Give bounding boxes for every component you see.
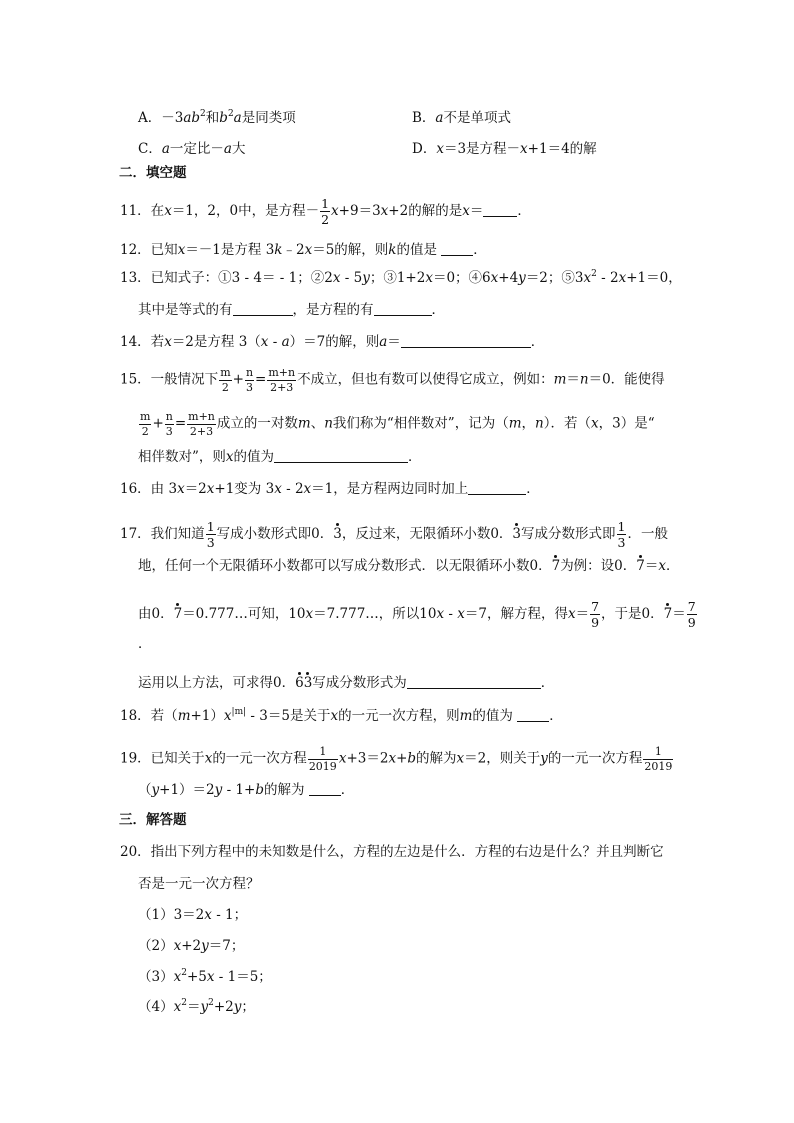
opts-c-end: 一定比－ <box>169 141 224 157</box>
question-14 <box>120 335 544 350</box>
question-11 <box>120 197 531 226</box>
v-x: x <box>567 606 576 623</box>
q20-s4b: ＝ <box>186 999 201 1015</box>
q13-l1g: - 2 <box>596 270 619 286</box>
q17-l1e: ．一般 <box>627 526 668 543</box>
q19-l1c: +3＝2 <box>346 750 389 767</box>
section-heading-answer: 三．解答题 <box>119 812 187 828</box>
math-token <box>617 520 627 549</box>
q13-l1h: +1＝0， <box>626 270 682 286</box>
q15-l1c: ＝ <box>566 371 580 388</box>
fr-n3-n: n <box>245 366 254 379</box>
v-d6: 6 <box>295 675 304 691</box>
fr-third-d: 3 <box>206 535 215 551</box>
math-token <box>590 600 600 629</box>
opts-d-label: D． <box>412 141 437 157</box>
question-15-line-3 <box>138 450 422 465</box>
q19-l1b: 的一元一次方程 <box>212 750 307 767</box>
v-x: x <box>332 270 341 286</box>
q17-l1b: 写成小数形式即0． <box>216 526 334 543</box>
q13-l1d: ＝0；④6 <box>432 270 491 286</box>
question-15-line-2 <box>138 411 655 437</box>
q13-l1f: ＝2；⑤3 <box>525 270 584 286</box>
fr-mn-n: m+n <box>188 410 215 423</box>
opts-c-big: 大 <box>231 141 246 157</box>
question-20-line-1 <box>120 846 664 860</box>
question-20-line-2 <box>138 878 260 892</box>
v-d3: 3 <box>333 526 342 543</box>
opts-a-mid: 和 <box>205 110 220 126</box>
v-period: ． <box>526 481 540 497</box>
v-period: ． <box>666 558 680 574</box>
q19-l1d: + <box>396 750 408 767</box>
v-x: x <box>658 558 666 574</box>
fr-m2-n: m <box>220 366 231 379</box>
v-x: x <box>274 481 282 497</box>
v-y: y <box>214 782 223 798</box>
v-period: ． <box>540 675 555 691</box>
q16-b: ＝2 <box>184 481 207 497</box>
v-ab: ab <box>183 110 201 126</box>
q14-d: ）＝7的解，则 <box>289 334 380 350</box>
fr-n3-d: 3 <box>245 380 253 394</box>
v-period: ． <box>473 242 487 258</box>
opts-c-label: C． <box>138 141 162 157</box>
v-two: 2 <box>591 269 597 279</box>
v-x: x <box>206 969 215 985</box>
q17-l5a: 运用以上方法，可求得0． <box>138 675 296 691</box>
option-d <box>412 137 597 157</box>
question-20-item-4 <box>138 998 255 1015</box>
fr-eq: = <box>174 415 187 432</box>
q13-l2a: 其中是等式的有 <box>138 302 233 318</box>
q13-l1: 13．已知式子：①3 - 4＝ - 1；②2 <box>120 270 333 286</box>
math-token <box>206 520 216 549</box>
v-x: x <box>173 969 182 985</box>
math-token <box>643 746 673 772</box>
question-17-line-4 <box>138 638 152 652</box>
answer-blank <box>274 450 408 463</box>
q17-l3d: - <box>444 606 458 623</box>
answer-blank <box>468 482 526 495</box>
q13-l1b: - 5 <box>340 270 363 286</box>
answer-blank <box>233 303 293 316</box>
fr-mn-d: 2+3 <box>270 380 294 394</box>
v-x: x <box>330 708 339 724</box>
v-k: k <box>274 242 283 258</box>
q17-l3b: ＝0.777…可知，10 <box>182 606 306 623</box>
v-y: y <box>200 999 209 1015</box>
v-y: y <box>362 270 370 286</box>
question-19-line-1 <box>120 746 674 772</box>
question-13-line-2 <box>138 303 445 318</box>
q17-l5b: 写成分数形式为 <box>312 675 407 691</box>
q11-b: ＝1，2，0中，是方程－ <box>171 203 320 220</box>
v-m: m <box>508 415 522 432</box>
q12-b: ＝－1是方程 3 <box>185 242 275 258</box>
q15-l2c: 我们称为“相伴数对”，记为（ <box>332 415 509 432</box>
q15-l2a: 成立的一对数 <box>216 415 298 432</box>
v-b2: b <box>219 110 228 126</box>
question-19-line-2 <box>138 783 354 798</box>
v-x: x <box>303 481 312 497</box>
question-20-item-3 <box>138 968 272 985</box>
q11-a: 11．在 <box>120 203 165 220</box>
q20-s1b: - 1； <box>211 907 248 923</box>
v-two: 2 <box>181 968 187 978</box>
fr-y2019-d: 2019 <box>308 759 337 773</box>
v-period: ． <box>549 708 563 724</box>
q19-l1e: 的解为 <box>416 750 457 767</box>
q19-l2a: （ <box>138 782 152 798</box>
v-b: b <box>407 750 417 767</box>
v-d7: 7 <box>173 606 183 623</box>
v-absm: |m| <box>231 707 247 717</box>
fr-sev9-n: 7 <box>591 599 600 614</box>
question-17-line-3 <box>138 600 698 629</box>
math-token <box>219 367 231 393</box>
fr-third-d: 3 <box>617 535 626 551</box>
q13-l2c: ． <box>431 302 445 318</box>
v-two: 2 <box>181 998 187 1008</box>
q15-l3a: 相伴数对”，则 <box>138 449 226 465</box>
fr-m2-d: 2 <box>141 424 149 438</box>
v-x: x <box>583 270 592 286</box>
v-d3b: 3 <box>303 675 313 691</box>
q18-c: - 3＝5是关于 <box>246 708 331 724</box>
q15-l1b: 不成立，但也有数可以使得它成立，例如： <box>297 371 554 388</box>
q14-e: ＝ <box>387 334 401 350</box>
v-two: 2 <box>208 998 214 1008</box>
q11-d: +2的解的是 <box>388 203 463 220</box>
v-x: x <box>305 606 314 623</box>
v-x: x <box>164 334 172 350</box>
q17-l2a: 地，任何一个无限循环小数都可以写成分数形式．以无限循环小数0． <box>138 558 552 574</box>
fr-eq: = <box>255 371 267 388</box>
v-d7: 7 <box>663 606 673 623</box>
q15-l1a: 15．一般情况下 <box>120 371 219 388</box>
q12-d: ＝5的解，则 <box>312 242 389 258</box>
q17-l1a: 17．我们知道 <box>120 526 205 543</box>
v-x: x <box>462 203 470 220</box>
fr-y2019-d: 2019 <box>644 759 673 773</box>
q15-l3b: 的值为 <box>233 449 275 465</box>
q17-l1d: 写成分数形式即 <box>521 526 616 543</box>
question-17-line-5 <box>138 676 554 691</box>
v-y: y <box>151 782 160 798</box>
v-x: x <box>177 481 185 497</box>
answer-blank <box>407 676 541 689</box>
fr-y2019-n: 1 <box>308 746 338 760</box>
v-x: x <box>388 750 397 767</box>
fr-half-n: 1 <box>321 196 330 211</box>
q20-s4a: （4） <box>138 999 174 1015</box>
q11-e: ＝ <box>469 203 484 220</box>
question-16 <box>120 482 540 497</box>
fr-sev9-n: 7 <box>687 599 696 614</box>
v-x: x <box>204 907 212 923</box>
q12-e: 的值是 <box>396 242 442 258</box>
v-x: x <box>456 750 465 767</box>
q17-l3e: ＝7，解方程，得 <box>464 606 568 623</box>
q15-l2d: ， <box>521 415 536 432</box>
v-a: a <box>435 110 444 126</box>
opts-b-label: B． <box>412 110 436 126</box>
option-a <box>138 106 296 126</box>
q13-l2b: ，是方程的有 <box>292 302 374 318</box>
answer-blank <box>374 303 432 316</box>
v-a: a <box>281 334 290 350</box>
q12-a: 12．已知 <box>120 242 178 258</box>
q19-l2c: - 1+ <box>222 782 256 798</box>
v-m: m <box>177 708 191 724</box>
math-token <box>139 411 151 437</box>
v-x: x <box>520 141 528 157</box>
q20-s3a: （3） <box>138 969 174 985</box>
v-x: x <box>457 606 465 623</box>
math-token <box>165 411 174 437</box>
v-a: a <box>379 334 388 350</box>
question-15-line-1 <box>120 367 665 393</box>
q14-c: - <box>268 334 282 350</box>
v-x: x <box>338 750 347 767</box>
option-b <box>412 106 511 126</box>
question-17-line-1 <box>120 520 668 549</box>
q20-s2c: ＝7； <box>208 938 245 954</box>
v-x: x <box>223 708 232 724</box>
opts-d-mid: ＝3是方程－ <box>443 141 521 157</box>
v-n: n <box>324 415 333 432</box>
question-20-item-2 <box>138 940 244 954</box>
v-y: y <box>518 270 526 286</box>
v-y: y <box>201 938 209 954</box>
q14-b: ＝2是方程 3（ <box>171 334 261 350</box>
question-17-line-2 <box>138 560 680 574</box>
section-heading-fill-in: 二．填空题 <box>119 165 187 181</box>
v-y: y <box>540 750 548 767</box>
q14-a: 14．若 <box>120 334 165 350</box>
q13-l1e: +4 <box>498 270 519 286</box>
v-m: m <box>459 708 473 724</box>
fr-third-n: 1 <box>206 519 215 534</box>
v-d7: 7 <box>551 558 561 574</box>
answer-blank <box>401 335 531 348</box>
q19-l1g: 的一元一次方程 <box>547 750 643 767</box>
q19-l1a: 19．已知关于 <box>120 750 205 767</box>
answer-blank <box>441 243 473 256</box>
q19-l2b: +1）＝2 <box>159 782 215 798</box>
v-k: k <box>388 242 397 258</box>
answer-blank <box>483 204 517 217</box>
opts-a-end: 是同类项 <box>241 110 296 126</box>
v-x: x <box>436 141 444 157</box>
fr-sev9-d: 9 <box>687 615 696 631</box>
fr-mn-n: m+n <box>268 366 296 379</box>
q12-c: ﹣2 <box>282 242 305 258</box>
v-x: x <box>206 481 215 497</box>
v-two: 2 <box>227 109 234 119</box>
q17-l3g: ，于是0． <box>601 606 664 623</box>
fr-plus: + <box>232 371 244 388</box>
math-token <box>245 367 254 393</box>
fr-mn-d: 2+3 <box>189 424 214 438</box>
v-x: x <box>173 999 182 1015</box>
q20-s2a: （2） <box>138 938 174 954</box>
fr-third-n: 1 <box>617 519 626 534</box>
q20-s3b: +5 <box>186 969 207 985</box>
v-two: 2 <box>200 109 206 119</box>
v-x: x <box>204 750 213 767</box>
q17-l2b: 为例：设0． <box>560 558 637 574</box>
q17-l3f: ＝ <box>575 606 590 623</box>
v-x: x <box>331 203 339 220</box>
question-20-item-1 <box>138 909 247 923</box>
v-a: a <box>161 141 170 157</box>
fr-plus: + <box>152 415 164 432</box>
v-x: x <box>177 242 186 258</box>
q17-l2c: ＝ <box>644 558 659 574</box>
fr-sev9-d: 9 <box>591 615 600 631</box>
v-m: m <box>553 371 567 388</box>
v-period: ． <box>530 334 545 350</box>
question-18 <box>120 709 563 724</box>
v-a: a <box>223 141 232 157</box>
v-n: n <box>579 371 589 388</box>
q18-b: +1） <box>190 708 224 724</box>
q15-l2f: ，3）是“ <box>598 415 655 432</box>
fr-half-d: 2 <box>321 212 330 228</box>
q18-e: 的值为 <box>472 708 518 724</box>
q16-e: ＝1，是方程两边同时加上 <box>311 481 469 497</box>
v-x: x <box>436 606 445 623</box>
v-x: x <box>425 270 433 286</box>
answer-blank <box>309 783 341 796</box>
v-x: x <box>173 938 182 954</box>
answer-blank <box>517 709 549 722</box>
fr-m2-d: 2 <box>221 380 229 394</box>
q19-l1f: ＝2，则关于 <box>464 750 541 767</box>
option-c <box>138 137 245 157</box>
q17-l4: ． <box>138 636 152 652</box>
fr-y2019-n: 1 <box>643 746 673 760</box>
q18-a: 18．若（ <box>120 708 178 724</box>
question-12 <box>120 243 487 258</box>
q17-l3h: ＝ <box>672 606 686 623</box>
q20-l2: 否是一元一次方程？ <box>138 876 260 892</box>
q17-l1c: ，反过来，无限循环小数0． <box>341 526 513 543</box>
q20-s2b: +2 <box>181 938 202 954</box>
v-x: x <box>490 270 499 286</box>
q15-l2b: 、 <box>310 415 325 432</box>
q20-s4c: +2 <box>213 999 234 1015</box>
math-token <box>187 411 216 437</box>
v-d3: 3 <box>512 526 522 543</box>
v-period: ． <box>408 449 422 465</box>
opts-b-end: 不是单项式 <box>443 110 511 126</box>
v-x: x <box>304 242 313 258</box>
q20-s4d: ； <box>241 999 255 1015</box>
math-token <box>308 746 338 772</box>
q20-l1: 20．指出下列方程中的未知数是什么，方程的左边是什么．方程的右边是什么？并且判断它 <box>120 844 664 860</box>
q16-c: +1变为 3 <box>214 481 275 497</box>
fraction-half <box>320 197 330 226</box>
q17-l3c: ＝7.777…，所以10 <box>313 606 437 623</box>
v-x: x <box>225 449 234 465</box>
q13-l1c: ；③1+2 <box>369 270 426 286</box>
v-x: x <box>164 203 172 220</box>
q11-c: +9＝3 <box>338 203 381 220</box>
question-13-line-1 <box>120 269 682 286</box>
v-x: x <box>618 270 627 286</box>
q20-s3c: - 1＝5； <box>214 969 272 985</box>
v-b: b <box>255 782 264 798</box>
v-n: n <box>535 415 544 432</box>
q18-d: 的一元一次方程，则 <box>338 708 460 724</box>
v-m: m <box>297 415 311 432</box>
q16-a: 16．由 3 <box>120 481 178 497</box>
fr-n3-d: 3 <box>165 424 173 438</box>
v-x: x <box>590 415 599 432</box>
v-period: ． <box>517 203 531 220</box>
q20-s1a: （1）3＝2 <box>138 907 205 923</box>
q17-l3a: 由0． <box>138 606 174 623</box>
v-a: a <box>233 110 242 126</box>
opts-a-label: A．－3 <box>138 110 184 126</box>
v-period: ． <box>340 782 355 798</box>
math-token <box>267 367 296 393</box>
fr-n3-n: n <box>165 410 173 423</box>
opts-d-end: +1＝4的解 <box>527 141 597 157</box>
q16-d: - 2 <box>281 481 304 497</box>
q19-l2d: 的解为 <box>263 782 309 798</box>
v-x: x <box>380 203 389 220</box>
math-token <box>687 600 697 629</box>
q15-l2e: ）．若（ <box>543 415 591 432</box>
v-x: x <box>260 334 269 350</box>
fr-m2-n: m <box>140 410 151 423</box>
q15-l1d: ＝0．能使得 <box>588 371 665 388</box>
v-y: y <box>233 999 242 1015</box>
v-d7: 7 <box>636 558 645 574</box>
